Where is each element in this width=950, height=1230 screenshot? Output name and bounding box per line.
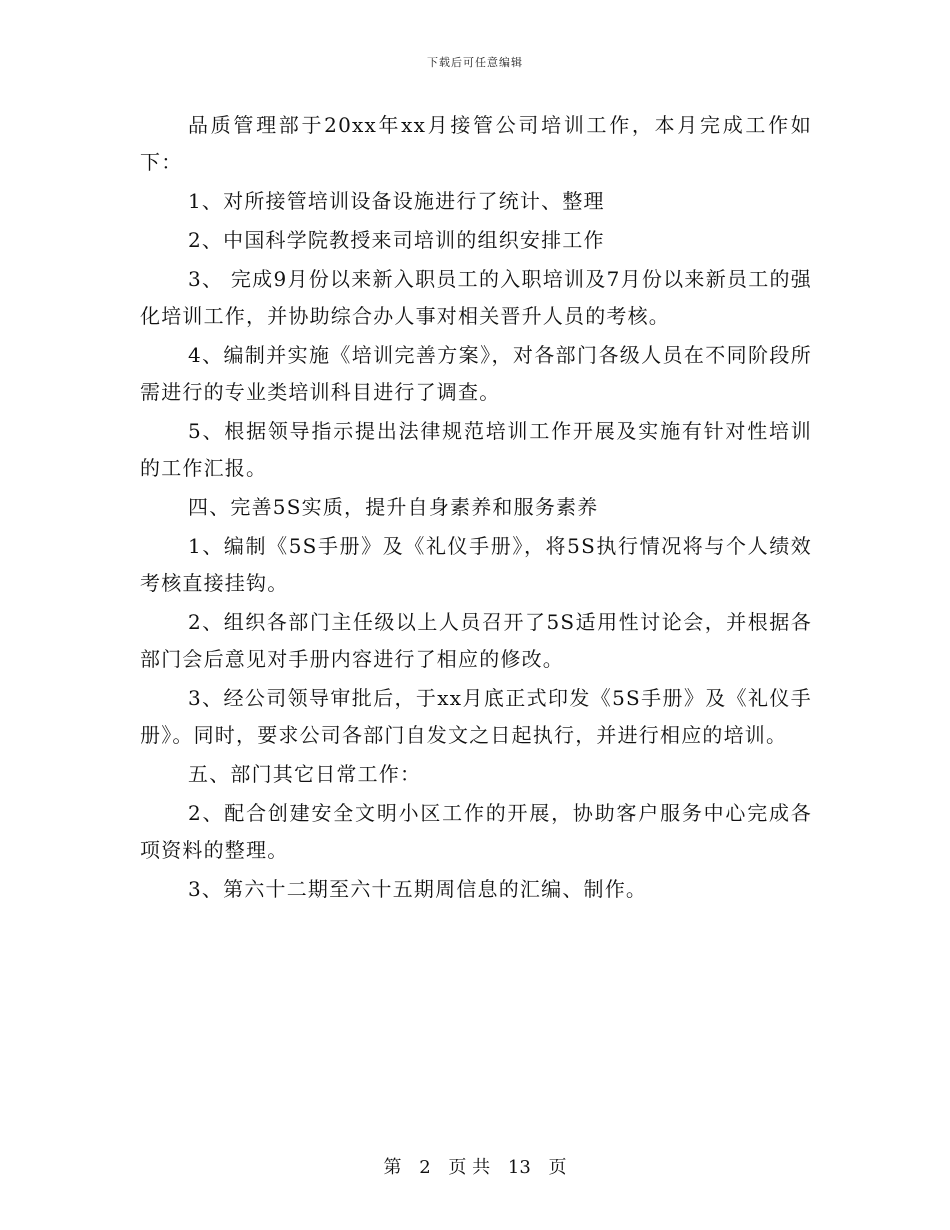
header-note: 下载后可任意编辑 bbox=[427, 56, 523, 69]
footer-prefix: 第 bbox=[383, 1157, 402, 1178]
paragraph-item-4: 4、编制并实施《培训完善方案》，对各部门各级人员在不同阶段所需进行的专业类培训科目进行了调查。 bbox=[140, 343, 812, 404]
paragraph-5s-item-1: 1、编制《5S手册》及《礼仪手册》，将5S执行情况将与个人绩效考核直接挂钩。 bbox=[140, 534, 812, 595]
section-heading-4: 四、完善5S实质，提升自身素养和服务素养 bbox=[188, 495, 599, 519]
footer-current-page: 2 bbox=[419, 1157, 431, 1178]
paragraph-5s-item-3: 3、经公司领导审批后，于xx月底正式印发《5S手册》及《礼仪手册》。同时，要求公司各部门自发文之日起执行，并进行相应的培训。 bbox=[140, 686, 812, 747]
footer-middle: 页 共 bbox=[448, 1157, 491, 1178]
paragraph-intro: 品质管理部于20xx年xx月接管公司培训工作，本月完成工作如下： bbox=[140, 113, 812, 174]
section-heading-5: 五、部门其它日常工作： bbox=[188, 762, 422, 786]
paragraph-item-2: 2、中国科学院教授来司培训的组织安排工作 bbox=[188, 228, 605, 252]
page-number-footer bbox=[0, 1153, 950, 1179]
paragraph-daily-item-3: 3、第六十二期至六十五期周信息的汇编、制作。 bbox=[188, 877, 648, 901]
paragraph-item-5: 5、根据领导指示提出法律规范培训工作开展及实施有针对性培训的工作汇报。 bbox=[140, 419, 812, 480]
paragraph-item-1: 1、对所接管培训设备设施进行了统计、整理 bbox=[188, 189, 605, 213]
paragraph-5s-item-2: 2、组织各部门主任级以上人员召开了5S适用性讨论会，并根据各部门会后意见对手册内容进行了相应的修改。 bbox=[140, 610, 812, 671]
footer-total-pages: 13 bbox=[507, 1157, 531, 1178]
paragraph-item-3: 3、 完成9月份以来新入职员工的入职培训及7月份以来新员工的强化培训工作，并协助综合办人事对相关晋升人员的考核。 bbox=[140, 267, 812, 328]
footer-suffix: 页 bbox=[548, 1157, 567, 1178]
document-body bbox=[140, 107, 812, 910]
paragraph-daily-item-2: 2、配合创建安全文明小区工作的开展，协助客户服务中心完成各项资料的整理。 bbox=[140, 801, 812, 862]
